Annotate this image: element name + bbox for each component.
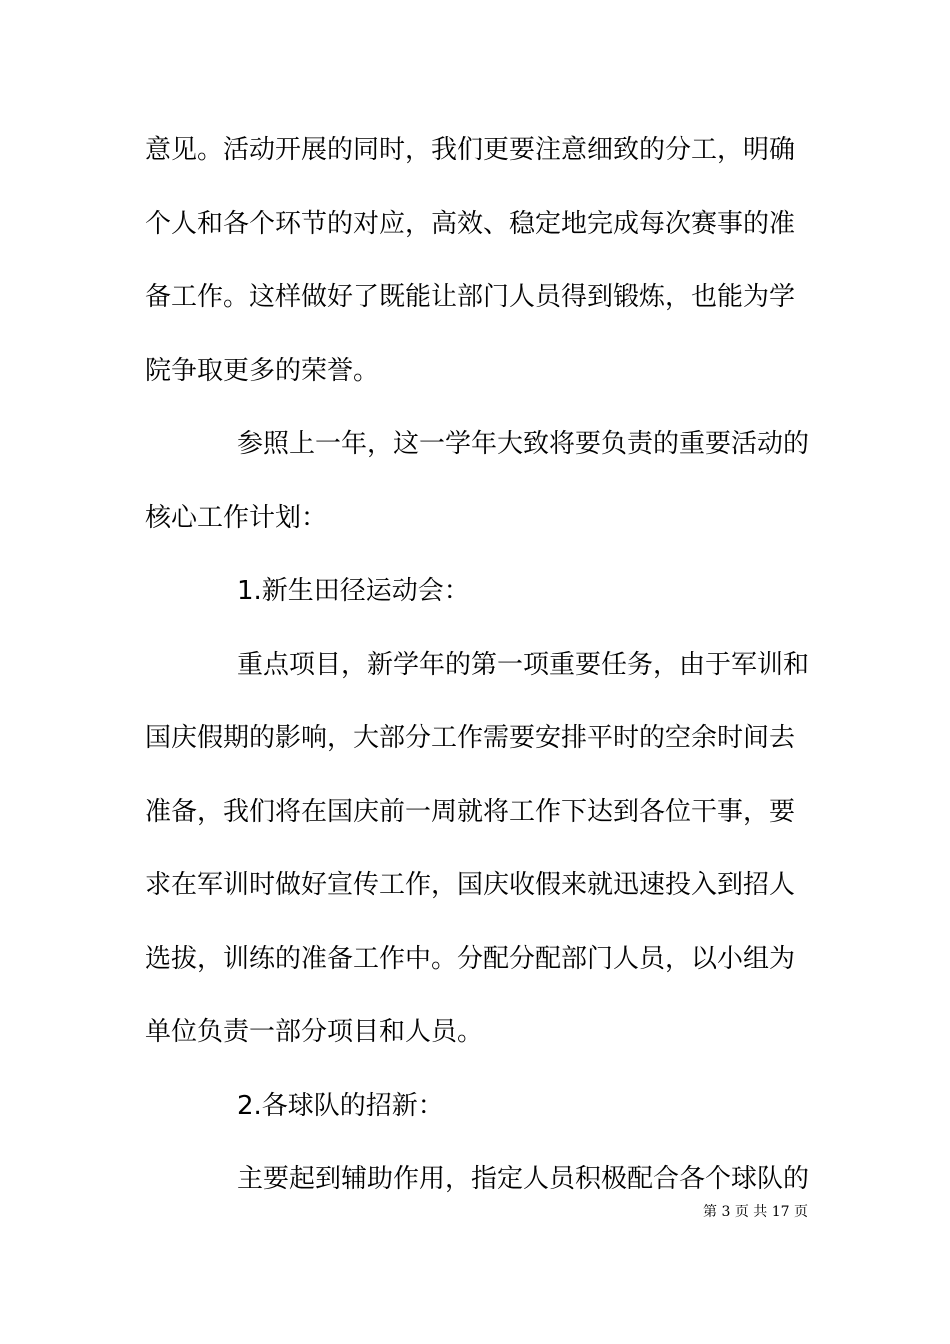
text-line: 备工作。这样做好了既能让部门人员得到锻炼，也能为学 — [145, 282, 796, 312]
document-body — [145, 114, 809, 1217]
section-heading: 1.新生田径运动会： — [237, 576, 470, 606]
text-line: 单位负责一部分项目和人员。 — [145, 1017, 484, 1047]
text-line: 核心工作计划： — [145, 502, 328, 533]
text-line: 准备，我们将在国庆前一周就将工作下达到各位干事，要 — [145, 796, 796, 827]
section-heading: 2.各球队的招新： — [237, 1090, 444, 1121]
text-line: 个人和各个环节的对应，高效、稳定地完成每次赛事的准 — [145, 208, 796, 239]
text-line: 意见。活动开展的同时，我们更要注意细致的分工，明确 — [145, 135, 796, 165]
paragraph-start-line: 参照上一年，这一学年大致将要负责的重要活动的 — [237, 429, 810, 459]
text-line: 国庆假期的影响，大部分工作需要安排平时的空余时间去 — [145, 723, 796, 753]
page-number-footer: 第 3 页 共 17 页 — [703, 1204, 808, 1220]
paragraph-start-line: 重点项目，新学年的第一项重要任务，由于军训和 — [237, 649, 810, 680]
text-line: 选拔，训练的准备工作中。分配分配部门人员，以小组为 — [145, 943, 796, 974]
paragraph-start-line: 主要起到辅助作用，指定人员积极配合各个球队的 — [237, 1164, 810, 1194]
text-line: 求在军训时做好宣传工作，国庆收假来就迅速投入到招人 — [145, 870, 796, 900]
text-line: 院争取更多的荣誉。 — [145, 355, 380, 386]
